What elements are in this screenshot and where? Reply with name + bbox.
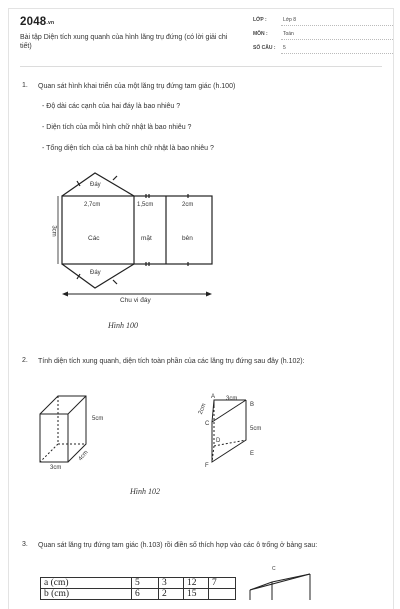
prism-vertex-b: B: [250, 402, 255, 408]
question-2-number: 2.: [22, 357, 28, 364]
table-row: b (cm) 6 2 15: [41, 589, 236, 600]
fig103-vertex-c: C: [272, 566, 276, 572]
fig100-dim-3: 2cm: [182, 202, 194, 208]
prism-vertex-a: A: [211, 394, 216, 400]
figure-102-solids: [0, 380, 400, 490]
document-title: Bài tập Diện tích xung quanh của hình lăng trụ đứng (có lời giải chi tiết): [20, 34, 228, 50]
table-row: a (cm) 5 3 12 7: [41, 578, 236, 589]
question-1-bullet: - Diện tích của mỗi hình chữ nhật là bao nhiêu ?: [42, 124, 192, 131]
box-depth-label: 4cm: [77, 449, 90, 463]
prism-ac-label: 2cm: [197, 402, 208, 416]
prism-height-label: 5cm: [250, 426, 262, 432]
figure-100-caption: Hình 100: [108, 321, 138, 330]
prism-vertex-f: F: [205, 463, 209, 469]
box-height-label: 5cm: [92, 416, 104, 422]
question-3-text: Quan sát lăng trụ đứng tam giác (h.103) rồi điền số thích hợp vào các ô trống ở bảng sau:: [38, 542, 318, 549]
prism-vertex-d: D: [216, 438, 221, 444]
fig100-height-label: 3cm: [50, 225, 57, 237]
fig100-dim-2: 1,5cm: [137, 202, 154, 208]
figure-102-caption: Hình 102: [130, 487, 160, 496]
prism-ab-label: 3cm: [226, 396, 238, 402]
question-3-number: 3.: [22, 541, 28, 548]
question-2-text: Tính diện tích xung quanh, diện tích toàn phần của các lăng trụ đứng sau đây (h.102):: [38, 358, 305, 365]
fig100-face-word: Các: [88, 235, 100, 242]
fig100-dim-1: 2,7cm: [84, 202, 101, 208]
question-1-number: 1.: [22, 82, 28, 89]
question-1-bullet: - Độ dài các cạnh của hai đáy là bao nhiêu ?: [42, 103, 181, 110]
prism-vertex-c: C: [205, 421, 210, 427]
fig100-bottom-base-label: Đáy: [90, 270, 101, 276]
site-logo[interactable]: 2048.vn: [20, 16, 55, 28]
fig100-perimeter-label: Chu vi đáy: [120, 297, 151, 304]
fig100-top-base-label: Đáy: [90, 182, 101, 188]
box-width-label: 3cm: [50, 465, 62, 471]
prism-vertex-e: E: [250, 451, 255, 457]
meta-question-count: SỐ CÂU : 5: [253, 42, 393, 56]
question-1-bullet: - Tổng diện tích của cả ba hình chữ nhật là bao nhiêu ?: [42, 145, 214, 152]
figure-103-prism: [0, 560, 400, 600]
question-1-text: Quan sát hình khai triển của một lăng trụ đứng tam giác (h.100): [38, 83, 236, 90]
meta-subject: MÔN : Toán: [253, 28, 393, 42]
fig100-face-word: bên: [182, 235, 193, 242]
meta-class: LỚP : Lớp 8: [253, 14, 393, 28]
fig100-face-word: mặt: [141, 235, 152, 242]
